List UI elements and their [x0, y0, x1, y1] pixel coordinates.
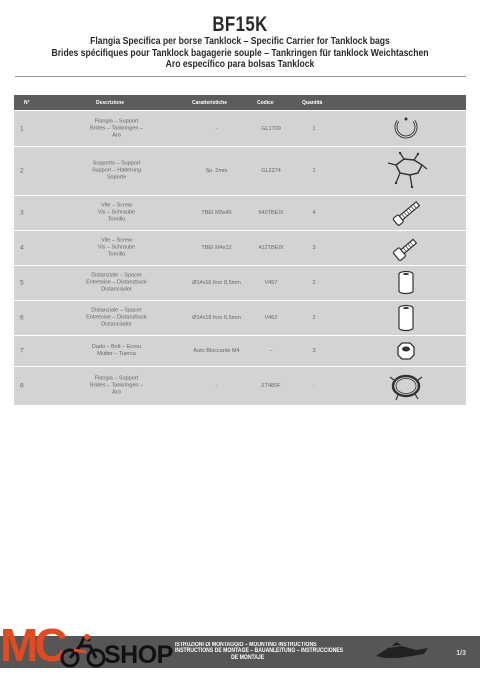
header-code: Codice	[257, 100, 274, 106]
nut-icon	[384, 335, 428, 367]
row-number: 7	[20, 347, 24, 355]
screw-icon	[384, 197, 428, 229]
title-line-fr: Brides spécifiques pour Tanklock bagagerie souple – Tankringen für tanklock Weichtaschen	[51, 46, 429, 59]
row-description	[74, 376, 159, 397]
header-qty: Quantità	[302, 100, 323, 106]
table-row	[14, 195, 466, 230]
desc-line: Distanciador	[101, 286, 132, 293]
page-number: 1/3	[456, 650, 466, 657]
footer-title	[175, 642, 343, 661]
desc-line: Entretoise – Distanzbuck	[86, 279, 147, 286]
row-description	[74, 273, 159, 294]
spacer-icon	[384, 302, 428, 334]
row-qty: 1	[312, 168, 316, 174]
row-code: –	[269, 348, 273, 354]
row-spec: Sp. 2mm	[205, 168, 228, 174]
row-description	[74, 161, 159, 182]
desc-line: Support – Halterung	[91, 167, 142, 174]
row-code: V462	[264, 315, 278, 321]
desc-line: Dado – Bolt – Ecrou	[91, 344, 142, 350]
table-row	[14, 110, 466, 146]
row-code: GL1700	[261, 125, 281, 132]
desc-line: Brides – Tankringen –	[89, 382, 144, 389]
header-num: N°	[24, 100, 30, 106]
support-bracket-icon	[384, 151, 428, 191]
desc-line: Aro	[112, 389, 121, 396]
row-qty: 4	[312, 210, 316, 216]
desc-line: Distanziale – Spacer	[91, 272, 142, 279]
document-header	[0, 14, 480, 71]
row-code: ZT480F	[261, 383, 281, 389]
row-qty: -	[313, 383, 315, 389]
row-spec: TBEI M5x40	[201, 210, 232, 216]
row-spec: TBEI M4x12	[201, 245, 232, 251]
row-description	[74, 308, 159, 329]
row-spec: Ø14x18 foro 6,5mm	[192, 315, 241, 321]
table-row	[14, 366, 466, 405]
desc-line: Distanciador	[101, 321, 132, 328]
product-code: BF15K	[212, 13, 268, 36]
row-spec: -	[215, 383, 218, 389]
desc-line: Tornillo	[107, 251, 126, 258]
table-row	[14, 300, 466, 335]
desc-line: Mutter – Tuerca	[97, 351, 136, 357]
flange-ring-icon	[384, 113, 428, 145]
flange-ring-icon	[384, 370, 428, 402]
table-row	[14, 335, 466, 366]
table-row	[14, 146, 466, 195]
table-row	[14, 265, 466, 300]
desc-line: Distanziale – Spacer	[91, 307, 142, 314]
desc-line: Supporto – Support	[92, 160, 141, 167]
row-qty: 2	[312, 315, 316, 321]
row-code: GL2274	[261, 168, 281, 174]
row-number: 2	[20, 167, 24, 175]
row-number: 5	[20, 279, 24, 287]
row-qty: 3	[312, 245, 316, 251]
row-number: 8	[20, 382, 24, 390]
row-spec: Ø14x16 foro 8,5mm	[192, 280, 241, 286]
desc-line: Flangia – Support	[94, 118, 139, 124]
desc-line: Vis – Schraube	[97, 244, 136, 251]
motorcycle-silhouette-icon	[372, 642, 432, 662]
header-desc: Descrizione	[96, 100, 125, 106]
title-line-it: Flangia Specifica per borse Tanklock – Specific Carrier for Tanklock bags	[90, 35, 390, 47]
desc-line: Flangia – Support	[94, 375, 139, 382]
row-description	[74, 118, 159, 139]
screw-icon	[384, 232, 428, 264]
title-line-es: Aro específico para bolsas Tanklock	[165, 58, 315, 70]
row-qty: 2	[312, 280, 316, 286]
logo-shop-text: SHOP	[104, 641, 173, 669]
row-spec: Auto Bloccante M4	[193, 348, 240, 354]
row-code: 540TBEIX	[258, 210, 284, 216]
header-spec: Caratteristiche	[192, 100, 228, 106]
desc-line: Vis – Schraube	[97, 209, 136, 216]
desc-line: Aro	[112, 132, 121, 138]
row-qty: 3	[312, 348, 316, 354]
row-number: 3	[20, 209, 24, 217]
logo-mc-text: MC	[0, 619, 64, 671]
row-description	[74, 203, 159, 224]
footer-line: ISTRUZIONI DI MONTAGGIO – MOUNTING INSTRUCTIONS	[175, 642, 317, 648]
motorcycle-logo-icon	[60, 632, 106, 668]
mcshop-logo	[0, 616, 200, 676]
footer-line: INSTRUCTIONS DE MONTAGE – BAUANLEITUNG – INSTRUCCIONES	[175, 648, 344, 655]
row-spec: -	[215, 125, 218, 132]
desc-line: Entretoise – Distanzbuck	[86, 314, 147, 321]
desc-line: Vite – Screw	[101, 237, 132, 244]
row-number: 1	[20, 125, 24, 132]
row-number: 4	[20, 244, 24, 252]
spacer-icon	[384, 267, 428, 299]
parts-table-header	[14, 95, 466, 110]
table-row	[14, 230, 466, 265]
desc-line: Soporte	[106, 174, 127, 181]
row-description	[74, 344, 159, 358]
desc-line: Vite – Screw	[101, 202, 132, 209]
row-number: 6	[20, 314, 24, 322]
desc-line: Tornillo	[107, 216, 126, 223]
row-code: 412TBEIX	[258, 245, 284, 251]
row-qty: 1	[312, 125, 316, 132]
desc-line: Brides – Tankringen –	[89, 125, 144, 131]
row-description	[74, 238, 159, 259]
header-divider	[15, 76, 466, 77]
parts-table	[14, 95, 466, 405]
row-code: V457	[264, 280, 278, 286]
footer-line: DE MONTAJE	[231, 654, 265, 661]
